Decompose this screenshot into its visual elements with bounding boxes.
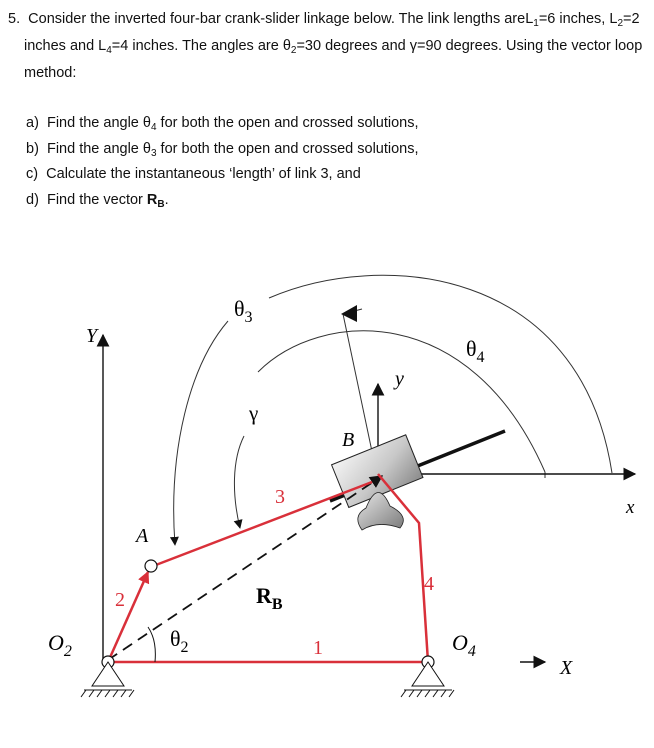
theta2-label: $\theta_2$	[170, 626, 189, 656]
part-label: d)	[26, 191, 39, 208]
text-segment: Find the vector	[46, 191, 147, 208]
O4-label: $O_4$	[452, 630, 476, 660]
text-segment: 4	[150, 122, 157, 133]
part-label: b)	[26, 140, 39, 157]
extension-arrowhead	[341, 305, 357, 322]
link1-label: 1	[313, 637, 323, 659]
point-B-label: B	[342, 429, 355, 451]
problem-parts-list	[26, 111, 648, 213]
text-segment: L	[525, 11, 534, 27]
ground-support-O4	[401, 662, 454, 697]
Y-axis-label: Y	[86, 325, 98, 347]
problem-intro-text	[24, 11, 642, 81]
y-axis-label: y	[395, 368, 404, 390]
text-segment: for both the open and crossed solutions,	[156, 140, 419, 157]
text-segment: R	[146, 191, 158, 208]
link4-label: 4	[424, 573, 434, 595]
theta2-arc	[148, 627, 155, 662]
problem-part	[26, 188, 648, 214]
text-segment: 2	[617, 18, 623, 29]
text-segment: 4	[106, 45, 112, 56]
gamma-arc	[234, 436, 244, 528]
problem-part	[26, 162, 648, 188]
text-segment: Consider the inverted four-bar crank-slider linkage below. The link lengths are	[28, 11, 526, 27]
text-segment: =30 degrees and γ=90 degrees. Using the vector loop method:	[24, 38, 643, 81]
text-segment: 1	[533, 18, 539, 29]
problem-part	[26, 137, 648, 163]
text-segment: =4 inches. The angles are θ	[111, 38, 291, 54]
theta3-label: $\theta_3$	[234, 296, 253, 326]
theta4-arc	[269, 275, 612, 473]
text-segment: Find the angle θ	[46, 140, 151, 157]
X-axis-label: X	[560, 657, 573, 679]
link2-label: 2	[115, 589, 125, 611]
text-segment: =2 inches and L	[24, 11, 640, 54]
part-label: a)	[26, 115, 39, 131]
problem-statement	[8, 6, 648, 213]
link3	[148, 482, 372, 568]
problem-number: 5.	[8, 11, 21, 27]
point-A-label: A	[136, 525, 149, 547]
text-segment: B	[157, 198, 165, 210]
text-segment: .	[164, 191, 169, 208]
theta4-label: $\theta_4$	[466, 336, 485, 366]
text-segment: Find the angle θ	[46, 115, 151, 131]
O2-label: $O_2$	[48, 630, 72, 660]
problem-intro	[8, 6, 648, 87]
text-segment: 3	[150, 147, 157, 159]
linkage-figure	[0, 248, 654, 748]
text-segment: Calculate the instantaneous ‘length’ of link 3, and	[46, 166, 361, 182]
theta3-arc	[174, 321, 228, 545]
text-segment: for both the open and crossed solutions,	[156, 115, 419, 131]
RB-label: $R_B$	[256, 583, 283, 613]
gamma-label: γ	[249, 401, 259, 425]
x-axis-label: x	[626, 497, 635, 518]
text-segment: =6 inches, L	[538, 11, 618, 27]
link2	[108, 572, 148, 662]
pin-A	[145, 560, 157, 572]
text-segment: 2	[290, 45, 297, 56]
part-label: c)	[26, 166, 39, 182]
problem-part	[26, 111, 648, 137]
link3-label: 3	[275, 486, 285, 508]
ground-support-O2	[81, 662, 134, 697]
